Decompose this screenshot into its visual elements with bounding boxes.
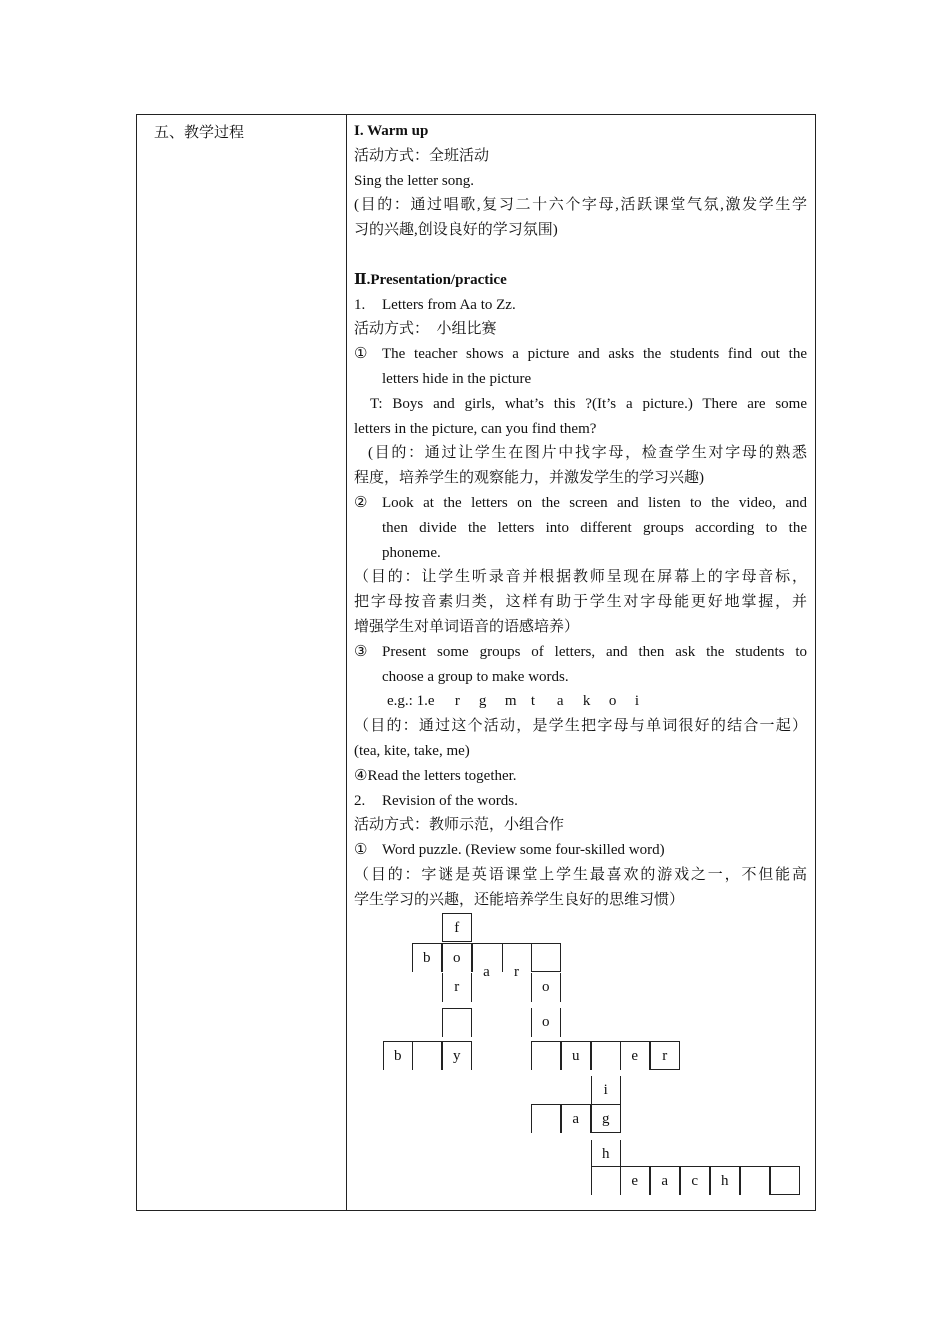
part1-activity: 活动方式： 小组比赛 xyxy=(354,321,497,338)
purpose4-line1: （目的：字谜是英语课堂上学生最喜欢的游戏之一，不但能高 xyxy=(354,866,807,883)
step3-number: ③ xyxy=(354,643,368,660)
puzzle-cell: u xyxy=(561,1041,591,1070)
part2-activity: 活动方式：教师示范，小组合作 xyxy=(354,817,565,834)
puzzle-cell: i xyxy=(591,1076,621,1105)
part1-title xyxy=(354,293,807,318)
warmup-purpose-line2: 习的兴趣,创设良好的学习氛围) xyxy=(354,222,558,239)
part2-title xyxy=(354,789,807,814)
puzzle-cell xyxy=(770,1166,800,1195)
step4: ④Read the letters together. xyxy=(354,767,517,784)
puzzle-cell: r xyxy=(442,973,472,1002)
puzzle-cell xyxy=(531,943,561,972)
purpose2-line1: （目的：让学生听录音并根据教师呈现在屏幕上的字母音标， xyxy=(354,569,807,586)
puzzle-cell: b xyxy=(383,1041,413,1070)
step1 xyxy=(354,342,807,392)
warmup-heading: I. Warm up xyxy=(354,123,429,139)
example-letter: m xyxy=(504,693,517,710)
column-divider xyxy=(346,115,347,1210)
puzzle-letter: r xyxy=(514,964,519,980)
puzzle-cell: e xyxy=(620,1166,650,1195)
puzzle-cell: b xyxy=(412,943,442,972)
example-prefix: e.g.: 1. xyxy=(387,693,428,710)
puzzle-cell: r xyxy=(650,1041,680,1070)
step1-line2: letters hide in the picture xyxy=(382,370,532,387)
puzzle-letter: a xyxy=(483,964,490,980)
teacher-line1: T: Boys and girls, what’s this ?(It’s a picture.) There are some xyxy=(370,395,807,412)
example-letter: i xyxy=(634,693,639,710)
step2 xyxy=(354,491,807,565)
purpose4-line2: 学生学习的兴趣，还能培养学生良好的思维习惯） xyxy=(354,891,685,908)
step2-line2: then divide the letters into different groups according to the xyxy=(382,519,807,536)
warmup-activity: 活动方式：全班活动 xyxy=(354,147,490,164)
process-content xyxy=(354,119,807,913)
puzzle-cell xyxy=(591,1166,621,1195)
word-puzzle-title xyxy=(354,838,807,863)
puzzle-cell: g xyxy=(591,1104,621,1133)
puzzle-cell: h xyxy=(710,1166,740,1195)
example-letter: k xyxy=(582,693,591,710)
step3-line1: Present some groups of letters, and then ask the students to xyxy=(382,643,807,660)
puzzle-cell: f xyxy=(442,913,472,942)
purpose1-line1: (目的：通过让学生在图片中找字母，检查学生对字母的熟悉 xyxy=(368,445,807,462)
step2-line1: Look at the letters on the screen and listen to the video, and xyxy=(382,494,807,511)
warmup-task: Sing the letter song. xyxy=(354,172,474,189)
word-puzzle-number: ① xyxy=(354,842,368,859)
step1-line1: The teacher shows a picture and asks the students find out the xyxy=(382,346,807,363)
example-letter: o xyxy=(608,693,617,710)
step2-line3: phoneme. xyxy=(382,544,441,561)
part1-text: Letters from Aa to Zz. xyxy=(382,296,516,313)
puzzle-cell: a xyxy=(561,1104,591,1133)
word-puzzle-text: Word puzzle. (Review some four-skilled word) xyxy=(382,842,665,859)
teacher-line2: letters in the picture, can you find them? xyxy=(354,420,597,437)
puzzle-cell: h xyxy=(591,1140,621,1169)
puzzle-cell: o xyxy=(531,1008,561,1037)
example-letter: a xyxy=(556,693,564,710)
section-label: 五、教学过程 xyxy=(154,125,245,141)
puzzle-cell xyxy=(591,1041,621,1070)
step2-number: ② xyxy=(354,494,368,511)
puzzle-cell xyxy=(412,1041,442,1070)
puzzle-cell xyxy=(740,1166,770,1195)
puzzle-cell: o xyxy=(442,943,472,972)
step1-number: ① xyxy=(354,346,368,363)
puzzle-cell: c xyxy=(680,1166,710,1195)
part1-number: 1. xyxy=(354,296,366,313)
lesson-table xyxy=(136,114,816,1211)
example-letter: t xyxy=(530,693,535,710)
purpose2-line2: 把字母按音素归类，这样有助于学生对字母能更好地掌握，并 xyxy=(354,594,807,611)
example-words: (tea, kite, take, me) xyxy=(354,742,470,759)
puzzle-cell: y xyxy=(442,1041,472,1070)
puzzle-cell: a xyxy=(650,1166,680,1195)
part2-text: Revision of the words. xyxy=(382,792,518,809)
step3 xyxy=(354,640,807,690)
puzzle-cell xyxy=(442,1008,472,1037)
presentation-heading: Ⅱ.Presentation/practice xyxy=(354,271,507,288)
puzzle-cell: e xyxy=(620,1041,650,1070)
example-letter: g xyxy=(478,693,487,710)
warmup-purpose-line1: (目的：通过唱歌,复习二十六个字母,活跃课堂气氛,激发学生学 xyxy=(354,197,807,214)
puzzle-cell xyxy=(531,1104,561,1133)
example-letter: r xyxy=(454,693,460,710)
example-letters xyxy=(354,689,807,714)
purpose2-line3: 增强学生对单词语音的语感培养） xyxy=(354,618,580,635)
part2-number: 2. xyxy=(354,792,366,809)
purpose3: （目的：通过这个活动，是学生把字母与单词很好的结合一起） xyxy=(354,718,807,735)
puzzle-cell xyxy=(531,1041,561,1070)
purpose1-line2: 程度，培养学生的观察能力，并激发学生的学习兴趣) xyxy=(354,470,704,487)
example-letter: e xyxy=(427,693,435,710)
puzzle-cell: o xyxy=(531,973,561,1002)
step3-line2: choose a group to make words. xyxy=(382,668,569,685)
